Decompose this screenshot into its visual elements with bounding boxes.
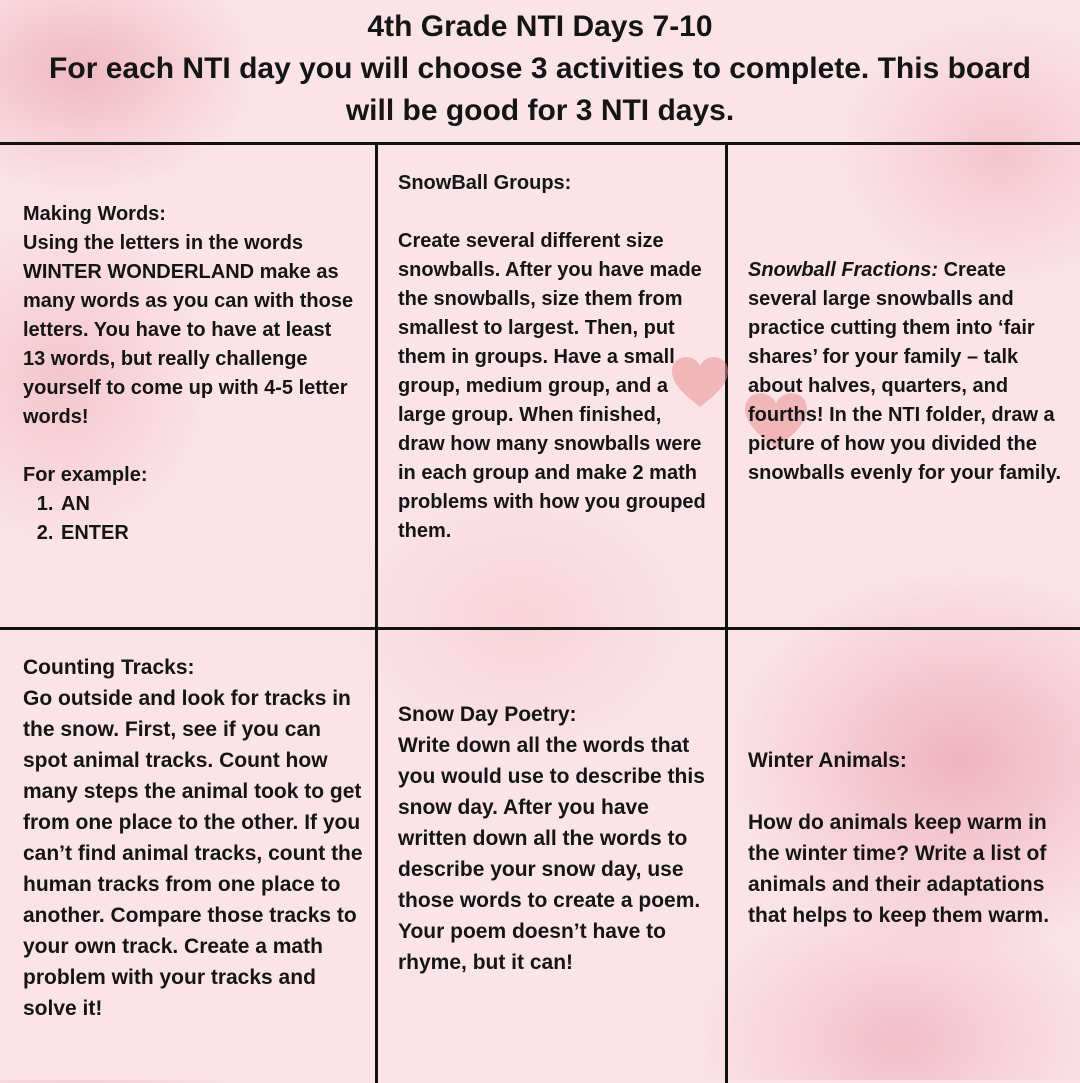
- page-title: 4th Grade NTI Days 7-10: [367, 10, 713, 43]
- activity-winter-animals: [748, 745, 1068, 931]
- activity-title: Making Words:: [23, 203, 166, 225]
- list-item: 2. ENTER: [59, 519, 358, 548]
- choice-board-grid: [0, 142, 1080, 1080]
- activity-making-words: [23, 200, 358, 548]
- activity-body: Write down all the words that you would use to describe this snow day. After you have written down all the words to describe your snow day, use those words to create a poem. Your poem doesn’t have to rhyme, but it can!: [398, 734, 705, 974]
- instructions-line-2: will be good for 3 NTI days.: [345, 94, 735, 127]
- activity-title: Snowball Fractions:: [748, 259, 939, 281]
- activity-body: Using the letters in the words WINTER WONDERLAND make as many words as you can with those letters. You have to have at least 13 words, but really challenge yourself to come up with 4-5 letter words!: [23, 232, 354, 428]
- activity-snowball-fractions: [748, 256, 1066, 488]
- activity-text: [748, 256, 1066, 488]
- activity-counting-tracks: [23, 652, 363, 1024]
- activity-body: Create several different size snowballs. After you have made the snowballs, size them from smallest to largest. Then, put them in groups. Have a small group, medium group, and a large group. When finished, draw how many snowballs were in each group and make 2 math problems with how you grouped them.: [398, 230, 706, 542]
- page-header: [0, 6, 1080, 132]
- activity-body: Go outside and look for tracks in the snow. First, see if you can spot animal tracks. Count how many steps the animal took to get from one place to the other. If you can’t find animal tracks, count the human tracks from one place to another. Compare those tracks to your own track. Create a math problem with your tracks and solve it!: [23, 687, 363, 1020]
- activity-title: Counting Tracks:: [23, 656, 195, 679]
- example-label: For example:: [23, 464, 148, 486]
- activity-title: SnowBall Groups:: [398, 172, 572, 194]
- activity-snow-day-poetry: [398, 699, 713, 978]
- grid-divider: [725, 145, 728, 1083]
- grid-divider: [375, 145, 378, 1083]
- instructions-line-1: For each NTI day you will choose 3 activities to complete. This board: [49, 52, 1031, 85]
- grid-divider: [0, 627, 1080, 630]
- list-item: 1. AN: [59, 490, 358, 519]
- activity-body: Create several large snowballs and practice cutting them into ‘fair shares’ for your family – talk about halves, quarters, and fourths! In the NTI folder, draw a picture of how you divided the snowballs evenly for your family.: [748, 259, 1062, 484]
- activity-snowball-groups: [398, 169, 713, 546]
- activity-title: Snow Day Poetry:: [398, 703, 577, 726]
- activity-title: Winter Animals:: [748, 749, 907, 772]
- example-list: [23, 490, 358, 548]
- activity-body: How do animals keep warm in the winter time? Write a list of animals and their adaptations that helps to keep them warm.: [748, 811, 1050, 927]
